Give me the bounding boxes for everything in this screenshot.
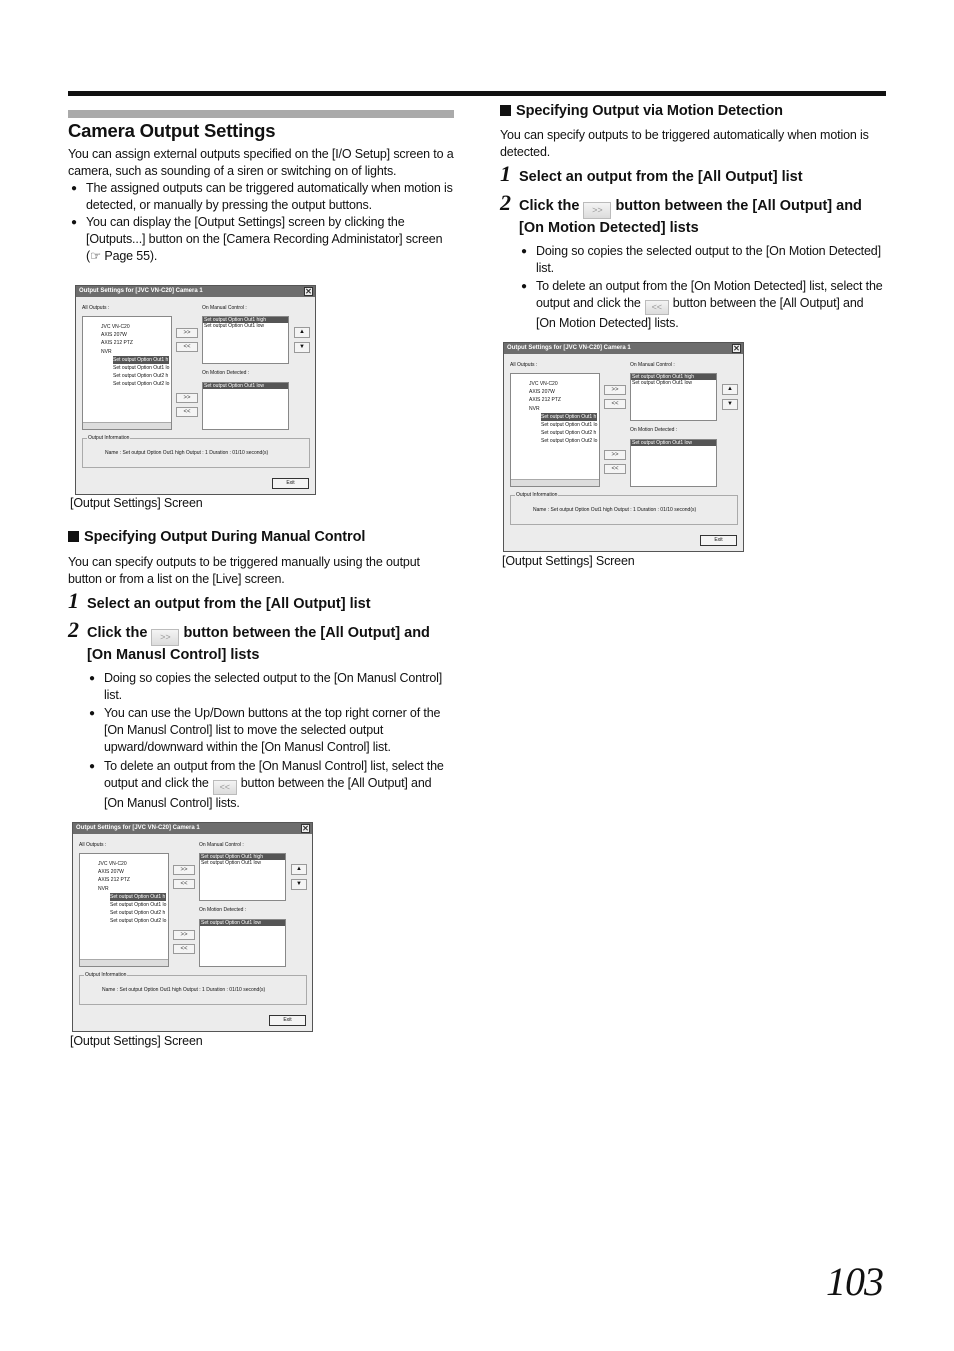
remove-manual-button[interactable]: << xyxy=(173,879,195,889)
tree-item[interactable]: AXIS 207W xyxy=(529,389,555,396)
manual-step-1: 1 Select an output from the [All Output] list xyxy=(68,588,371,613)
caption-1: [Output Settings] Screen xyxy=(70,496,203,510)
all-outputs-tree[interactable] xyxy=(82,316,172,430)
tree-item[interactable]: Set output Option Out1 h xyxy=(110,893,166,900)
motion-list[interactable] xyxy=(630,439,717,487)
list-item[interactable]: Set output Option Out1 high xyxy=(203,317,288,323)
on-manual-label: On Manual Control : xyxy=(202,305,247,311)
exit-button[interactable]: Exit xyxy=(272,478,309,489)
tree-item[interactable]: NVR xyxy=(529,405,540,412)
horizontal-scrollbar[interactable] xyxy=(80,959,168,966)
top-rule xyxy=(68,91,886,96)
manual-list[interactable] xyxy=(199,853,286,901)
list-item[interactable]: Set output Option Out1 high xyxy=(631,374,716,380)
on-motion-label: On Motion Detected : xyxy=(630,427,678,433)
motion-step-2: 2 Click the >> button between the [All Output] and [On Motion Detected] lists xyxy=(500,190,862,236)
tree-item[interactable]: Set output Option Out2 h xyxy=(541,430,597,437)
output-settings-dialog-2 xyxy=(72,822,313,1032)
move-down-button[interactable]: ▼ xyxy=(722,399,738,410)
caption-3: [Output Settings] Screen xyxy=(502,554,635,568)
close-icon[interactable]: ✕ xyxy=(305,287,312,296)
on-motion-label: On Motion Detected : xyxy=(199,907,247,913)
remove-button-icon: << xyxy=(213,780,237,795)
output-info-label: Output Information xyxy=(85,972,127,978)
move-up-button[interactable]: ▲ xyxy=(291,864,307,875)
exit-button[interactable]: Exit xyxy=(700,535,737,546)
add-motion-button[interactable]: >> xyxy=(176,393,198,403)
square-bullet-icon xyxy=(68,531,79,542)
manual-bullet-1: ● Doing so copies the selected output to the [On Manusl Control] list. xyxy=(89,671,443,702)
manual-heading: Specifying Output During Manual Control xyxy=(68,529,365,545)
move-down-button[interactable]: ▼ xyxy=(291,879,307,890)
dialog-title: Output Settings for [JVC VN-C20] Camera 1 xyxy=(79,288,203,294)
intro-text: You can assign external outputs specified on the [I/O Setup] screen to a camera, such as sounding of a siren or switching on of lights. xyxy=(68,147,454,178)
list-item[interactable]: Set output Option Out1 low xyxy=(201,860,262,866)
output-info-text: Name : Set output Option Out1 high Output : 1 Duration : 01/10 second(s) xyxy=(102,987,266,993)
tree-item[interactable]: Set output Option Out1 lo xyxy=(113,365,170,372)
output-info-group xyxy=(79,972,307,1005)
on-manual-label: On Manual Control : xyxy=(630,362,675,368)
manual-bullet-3: ● To delete an output from the [On Manusl Control] list, select the output and click the << button between the [All Output] and [On Manusl Control] lists. xyxy=(89,759,444,810)
section-title: Camera Output Settings xyxy=(68,120,276,141)
manual-step-2: 2 Click the >> button between the [All Output] and [On Manusl Control] lists xyxy=(68,617,430,663)
tree-item[interactable]: JVC VN-C20 xyxy=(98,861,127,867)
square-bullet-icon xyxy=(500,105,511,116)
remove-motion-button[interactable]: << xyxy=(604,464,626,474)
output-info-label: Output Information xyxy=(516,492,558,498)
motion-bullet-2: ● To delete an output from the [On Motion Detected] list, select the output and click the << button between the [All Output] and [On Motion Detected] lists. xyxy=(521,279,883,330)
close-icon[interactable]: ✕ xyxy=(733,344,740,353)
exit-button[interactable]: Exit xyxy=(269,1015,306,1026)
intro-bullet-1: ● The assigned outputs can be triggered automatically when motion is detected, or manually by pressing the output buttons. xyxy=(71,181,453,212)
remove-motion-button[interactable]: << xyxy=(176,407,198,417)
remove-manual-button[interactable]: << xyxy=(176,342,198,352)
output-info-text: Name : Set output Option Out1 high Output : 1 Duration : 01/10 second(s) xyxy=(533,507,697,513)
close-icon[interactable]: ✕ xyxy=(302,824,309,833)
caption-2: [Output Settings] Screen xyxy=(70,1034,203,1048)
intro-bullet-2: ● You can display the [Output Settings] screen by clicking the [Outputs...] button on the [Camera Recording Administator] screen (☞ Page 55). xyxy=(71,215,443,263)
tree-item[interactable]: Set output Option Out1 h xyxy=(541,413,597,420)
motion-list[interactable] xyxy=(202,382,289,430)
dialog-title: Output Settings for [JVC VN-C20] Camera 1 xyxy=(507,345,631,351)
output-info-text: Name : Set output Option Out1 high Output : 1 Duration : 01/10 second(s) xyxy=(105,450,269,456)
output-info-group xyxy=(510,492,738,525)
motion-step-1: 1 Select an output from the [All Output] list xyxy=(500,161,803,186)
tree-item[interactable]: Set output Option Out1 lo xyxy=(541,422,598,429)
add-button-icon: >> xyxy=(151,629,179,646)
motion-intro: You can specify outputs to be triggered automatically when motion is detected. xyxy=(500,128,869,159)
remove-button-icon: << xyxy=(645,300,669,315)
list-item[interactable]: Set output Option Out1 low xyxy=(200,920,285,926)
horizontal-scrollbar[interactable] xyxy=(511,479,599,486)
add-motion-button[interactable]: >> xyxy=(604,450,626,460)
tree-item[interactable]: JVC VN-C20 xyxy=(529,381,558,387)
tree-item[interactable]: Set output Option Out1 h xyxy=(113,356,169,363)
manual-list[interactable] xyxy=(630,373,717,421)
motion-bullet-1: ● Doing so copies the selected output to the [On Motion Detected] list. xyxy=(521,244,881,275)
output-info-label: Output Information xyxy=(88,435,130,441)
list-item[interactable]: Set output Option Out1 high xyxy=(200,854,285,860)
add-motion-button[interactable]: >> xyxy=(173,930,195,940)
manual-list[interactable] xyxy=(202,316,289,364)
add-manual-button[interactable]: >> xyxy=(604,385,626,395)
manual-intro: You can specify outputs to be triggered manually using the output button or from a list on the [Live] screen. xyxy=(68,555,420,586)
tree-item[interactable]: Set output Option Out2 h xyxy=(110,910,166,917)
tree-item[interactable]: NVR xyxy=(98,885,109,892)
add-button-icon: >> xyxy=(583,202,611,219)
tree-item[interactable]: AXIS 207W xyxy=(101,332,127,339)
move-up-button[interactable]: ▲ xyxy=(294,327,310,338)
tree-item[interactable]: Set output Option Out2 lo xyxy=(113,381,170,388)
remove-manual-button[interactable]: << xyxy=(604,399,626,409)
list-item[interactable]: Set output Option Out1 low xyxy=(631,440,716,446)
on-manual-label: On Manual Control : xyxy=(199,842,244,848)
all-outputs-label: All Outputs : xyxy=(82,305,110,311)
all-outputs-tree[interactable] xyxy=(510,373,600,487)
add-manual-button[interactable]: >> xyxy=(173,865,195,875)
tree-item[interactable]: AXIS 212 PTZ xyxy=(529,397,561,404)
tree-item[interactable]: Set output Option Out2 lo xyxy=(541,438,598,445)
section-bar xyxy=(68,110,454,118)
horizontal-scrollbar[interactable] xyxy=(83,422,171,429)
tree-item[interactable]: Set output Option Out2 lo xyxy=(110,918,167,925)
tree-item[interactable]: AXIS 212 PTZ xyxy=(98,877,130,884)
on-motion-label: On Motion Detected : xyxy=(202,370,250,376)
all-outputs-label: All Outputs : xyxy=(510,362,538,368)
tree-item[interactable]: AXIS 212 PTZ xyxy=(101,340,133,347)
all-outputs-label: All Outputs : xyxy=(79,842,107,848)
tree-item[interactable]: JVC VN-C20 xyxy=(101,324,130,330)
list-item[interactable]: Set output Option Out1 low xyxy=(203,383,288,389)
move-down-button[interactable]: ▼ xyxy=(294,342,310,353)
all-outputs-tree[interactable] xyxy=(79,853,169,967)
add-manual-button[interactable]: >> xyxy=(176,328,198,338)
motion-list[interactable] xyxy=(199,919,286,967)
output-settings-dialog-3 xyxy=(503,342,744,552)
dialog-title: Output Settings for [JVC VN-C20] Camera 1 xyxy=(76,825,200,831)
list-item[interactable]: Set output Option Out1 low xyxy=(632,380,693,386)
tree-item[interactable]: AXIS 207W xyxy=(98,869,124,876)
page-number: 103 xyxy=(826,1259,883,1304)
remove-motion-button[interactable]: << xyxy=(173,944,195,954)
motion-heading: Specifying Output via Motion Detection xyxy=(500,103,783,119)
tree-item[interactable]: Set output Option Out1 lo xyxy=(110,902,167,909)
tree-item[interactable]: Set output Option Out2 h xyxy=(113,373,169,380)
output-settings-dialog-1 xyxy=(75,285,316,495)
manual-bullet-2: ● You can use the Up/Down buttons at the top right corner of the [On Manusl Control] list to move the selected output upward/downward within the [On Manusl Control] list. xyxy=(89,706,441,754)
output-info-group xyxy=(82,435,310,468)
list-item[interactable]: Set output Option Out1 low xyxy=(204,323,265,329)
tree-item[interactable]: NVR xyxy=(101,348,112,355)
move-up-button[interactable]: ▲ xyxy=(722,384,738,395)
